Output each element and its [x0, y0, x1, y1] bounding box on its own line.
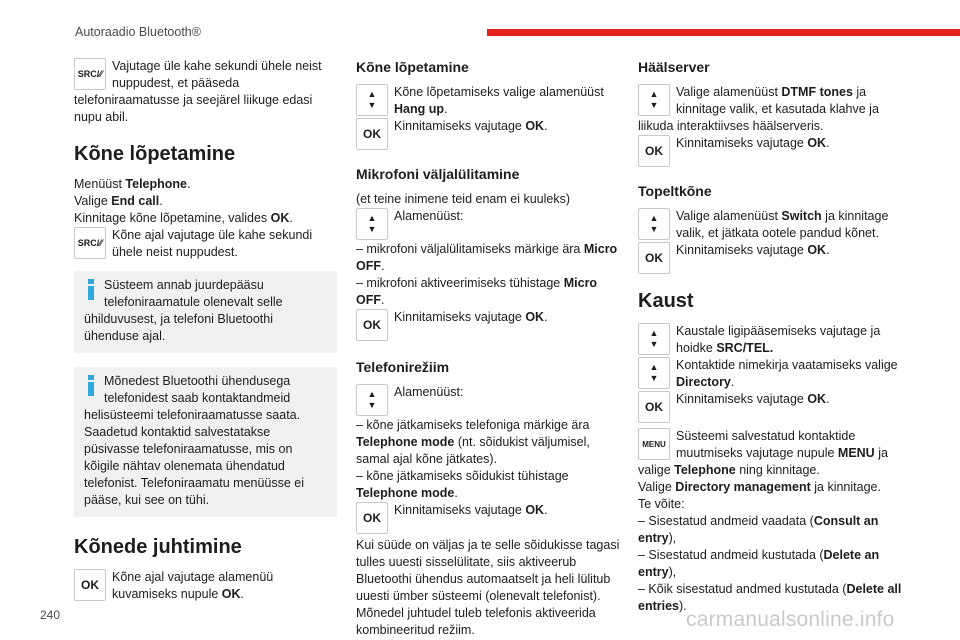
text-run: ▲: [649, 213, 659, 223]
paragraph: [638, 357, 908, 391]
text-run: Kinnitage kõne lõpetamine, valides: [74, 211, 271, 225]
text-run: ▲: [367, 89, 377, 99]
src-button-icon: SRC/⁄⁄: [74, 58, 106, 90]
text-run: Delete all entries: [638, 582, 902, 613]
text-run: Valige: [74, 194, 112, 208]
section-heading: Kõnede juhtimine: [74, 536, 242, 558]
paragraph: Alamenüüst:: [394, 209, 464, 223]
paragraph: [356, 417, 624, 468]
text-run: .: [826, 392, 830, 406]
text-run: ja kinnitage valik, et jätkata ootele pandud kõnet.: [676, 209, 889, 240]
text-run: OK: [525, 310, 545, 324]
text-run: Micro OFF: [356, 242, 618, 273]
text-run: Telephone mode: [356, 486, 455, 500]
paragraph: Kui süüde on väljas ja te selle sõidukisse tagasi tulles uuesti sisselülitate, siis aktiveerub Bluetoothi ühendus automaatselt ja heli lülitub uuesti ümber süsteemi (olenevalt telefonist). Mõnedel juhtudel tuleb telefonis aktiveerida kombineeritud režiim.: [356, 538, 620, 637]
paragraph: [356, 502, 624, 519]
info-icon: [88, 375, 94, 395]
paragraph: [356, 241, 624, 275]
text-run: Valige alamenüüst: [676, 209, 782, 223]
paragraph: (et teine inimene teid enam ei kuuleks): [356, 192, 571, 206]
text-run: Kinnitamiseks vajutage: [676, 392, 808, 406]
info-icon: [88, 279, 94, 299]
text-run: Telephone: [674, 463, 736, 477]
text-run: ja kinnitage valik, et kasutada klahve ja liikuda interaktiivses häälserveris.: [638, 85, 879, 133]
text-run: Hang up: [394, 102, 444, 116]
paragraph: [356, 275, 624, 309]
text-run: Kinnitamiseks vajutage: [676, 136, 808, 150]
text-run: ▲: [649, 362, 659, 372]
text-run: Menüüst: [74, 177, 126, 191]
up-down-arrows-icon: [638, 84, 670, 116]
column-right: [638, 58, 908, 615]
up-down-arrows-icon: [356, 84, 388, 116]
text-run: Delete an entry: [638, 548, 880, 579]
ok-button-icon: OK: [356, 118, 388, 150]
text-run: ),: [668, 565, 677, 579]
header-accent-bar: [487, 29, 960, 36]
section-heading: Kaust: [638, 290, 694, 312]
paragraph: [356, 118, 624, 135]
section-heading: Mikrofoni väljalülitamine: [356, 166, 520, 182]
paragraph: [638, 84, 908, 135]
text-run: (nt. sõidukist väljumisel, samal ajal kõne jätkates).: [356, 435, 590, 466]
paragraph: [638, 208, 908, 242]
text-run: Directory: [676, 375, 731, 389]
text-run: .: [544, 119, 548, 133]
text-run: .: [544, 310, 548, 324]
text-run: Switch: [781, 209, 822, 223]
text-run: .: [187, 177, 191, 191]
paragraph: Te võite:: [638, 497, 685, 511]
text-run: .: [454, 486, 458, 500]
text-run: OK: [807, 392, 827, 406]
text-run: OK: [221, 587, 241, 601]
text-run: MENU: [837, 446, 875, 460]
ok-button-icon: OK: [356, 502, 388, 534]
text-run: .: [544, 503, 548, 517]
running-header: Autoraadio Bluetooth®: [75, 25, 201, 39]
paragraph: Vajutage üle kahe sekundi ühele neist nuppudest, et pääseda telefoniraamatusse ja seejärel liikuge edasi nupu abil.: [74, 59, 322, 124]
paragraph: [74, 193, 337, 210]
section-heading: Telefonirežiim: [356, 359, 450, 375]
text-run: Telephone mode: [356, 435, 455, 449]
src-button-icon: SRC/⁄⁄: [74, 227, 106, 259]
text-run: .: [730, 375, 735, 389]
paragraph: [638, 323, 908, 357]
up-down-arrows-icon: [638, 357, 670, 389]
text-run: ja kinnitage.: [810, 480, 881, 494]
text-run: ▼: [367, 100, 377, 110]
text-run: Kinnitamiseks vajutage: [394, 503, 526, 517]
text-run: Kõne lõpetamiseks valige alamenüüst: [394, 85, 604, 99]
paragraph: [74, 176, 337, 193]
menu-button-icon: MENU: [638, 428, 670, 460]
text-run: Kinnitamiseks vajutage: [394, 310, 526, 324]
text-run: – Kõik sisestatud andmed kustutada (: [638, 582, 847, 596]
section-heading: Kõne lõpetamine: [356, 59, 469, 75]
text-run: ▼: [649, 373, 659, 383]
text-run: ),: [668, 531, 677, 545]
text-run: DTMF tones: [781, 85, 853, 99]
text-run: Valige: [638, 480, 676, 494]
text-run: .: [381, 293, 385, 307]
paragraph: Kõne ajal vajutage üle kahe sekundi ühele neist nuppudest.: [112, 228, 313, 259]
text-run: Telephone: [125, 177, 188, 191]
column-middle: [356, 58, 624, 639]
ok-button-icon: OK: [638, 391, 670, 423]
text-run: Valige alamenüüst: [676, 85, 782, 99]
section-heading: Kõne lõpetamine: [74, 143, 236, 165]
watermark: carmanualsonline.info: [686, 608, 895, 631]
text-run: OK: [270, 211, 290, 225]
text-run: ▲: [649, 89, 659, 99]
text-run: Consult an entry: [638, 514, 879, 545]
text-run: ▼: [367, 224, 377, 234]
paragraph: [356, 468, 624, 502]
text-run: .: [159, 194, 163, 208]
paragraph: [74, 569, 337, 603]
up-down-arrows-icon: [356, 384, 388, 416]
text-run: ning kinnitage.: [735, 463, 820, 477]
text-run: End call: [111, 194, 160, 208]
text-run: OK: [525, 503, 545, 517]
text-run: Kaustale ligipääsemiseks vajutage ja hoidke: [676, 324, 881, 355]
text-run: SRC/TEL.: [716, 341, 774, 355]
text-run: OK: [807, 136, 827, 150]
info-box: [74, 367, 337, 517]
text-run: – Sisestatud andmeid kustutada (: [638, 548, 824, 562]
paragraph: [74, 210, 337, 227]
ok-button-icon: OK: [638, 242, 670, 274]
text-run: – mikrofoni aktiveerimiseks tühistage: [356, 276, 564, 290]
text-run: Kinnitamiseks vajutage: [394, 119, 526, 133]
page-number: 240: [40, 608, 61, 622]
text-run: .: [289, 211, 293, 225]
ok-button-icon: OK: [638, 135, 670, 167]
text-run: .: [826, 243, 830, 257]
text-run: .: [444, 102, 448, 116]
text-run: .: [381, 259, 385, 273]
paragraph: [638, 547, 908, 581]
up-down-arrows-icon: [638, 323, 670, 355]
up-down-arrows-icon: [638, 208, 670, 240]
paragraph: [638, 242, 908, 259]
paragraph: [638, 135, 908, 152]
text-run: ▼: [649, 100, 659, 110]
ok-button-icon: OK: [74, 569, 106, 601]
text-run: Micro OFF: [356, 276, 598, 307]
paragraph: Alamenüüst:: [394, 385, 464, 399]
text-run: Süsteemi salvestatud kontaktide muutmiseks vajutage nupule: [676, 429, 856, 460]
text-run: .: [826, 136, 830, 150]
paragraph: [638, 391, 908, 408]
info-text: Süsteem annab juurdepääsu telefoniraamatule olenevalt selle ühilduvusest, ja telefoni Bluetoothi ühenduse ajal.: [84, 278, 283, 343]
paragraph: [638, 479, 908, 496]
text-run: ▼: [367, 400, 377, 410]
text-run: ▲: [649, 328, 659, 338]
text-run: Kontaktide nimekirja vaatamiseks valige: [676, 358, 898, 372]
text-run: Directory management: [675, 480, 811, 494]
text-run: – kõne jätkamiseks telefoniga märkige ära: [356, 418, 590, 432]
ok-button-icon: OK: [356, 309, 388, 341]
section-heading: Häälserver: [638, 59, 710, 75]
paragraph: [356, 84, 624, 118]
paragraph: [638, 428, 908, 479]
text-run: Kinnitamiseks vajutage: [676, 243, 808, 257]
text-run: ▼: [649, 224, 659, 234]
paragraph: [638, 513, 908, 547]
up-down-arrows-icon: [356, 208, 388, 240]
section-heading: Topeltkõne: [638, 183, 712, 199]
text-run: – Sisestatud andmeid vaadata (: [638, 514, 814, 528]
text-run: OK: [807, 243, 827, 257]
text-run: OK: [525, 119, 545, 133]
info-text: Mõnedest Bluetoothi ühendusega telefonidest saab kontaktandmeid helisüsteemi telefoniraamatusse saata. Saadetud kontaktid salvestatakse püsivasse telefoniraamatusse, mis on kõigile nähtav olenemata ühendatud telefonist. Telefoniraamatu menüüsse ei pääse, kui see on tühi.: [84, 374, 305, 507]
text-run: ▲: [367, 389, 377, 399]
column-left: [74, 58, 337, 603]
text-run: ▲: [367, 213, 377, 223]
text-run: ).: [679, 599, 687, 613]
text-run: – mikrofoni väljalülitamiseks märkige ära: [356, 242, 584, 256]
paragraph: [356, 309, 624, 326]
text-run: – kõne jätkamiseks sõidukist tühistage: [356, 469, 569, 483]
text-run: .: [240, 587, 245, 601]
text-run: ja valige: [638, 446, 888, 477]
text-run: Kõne ajal vajutage alamenüü kuvamiseks nupule: [112, 570, 274, 601]
text-run: ▼: [649, 339, 659, 349]
info-box: [74, 271, 337, 353]
